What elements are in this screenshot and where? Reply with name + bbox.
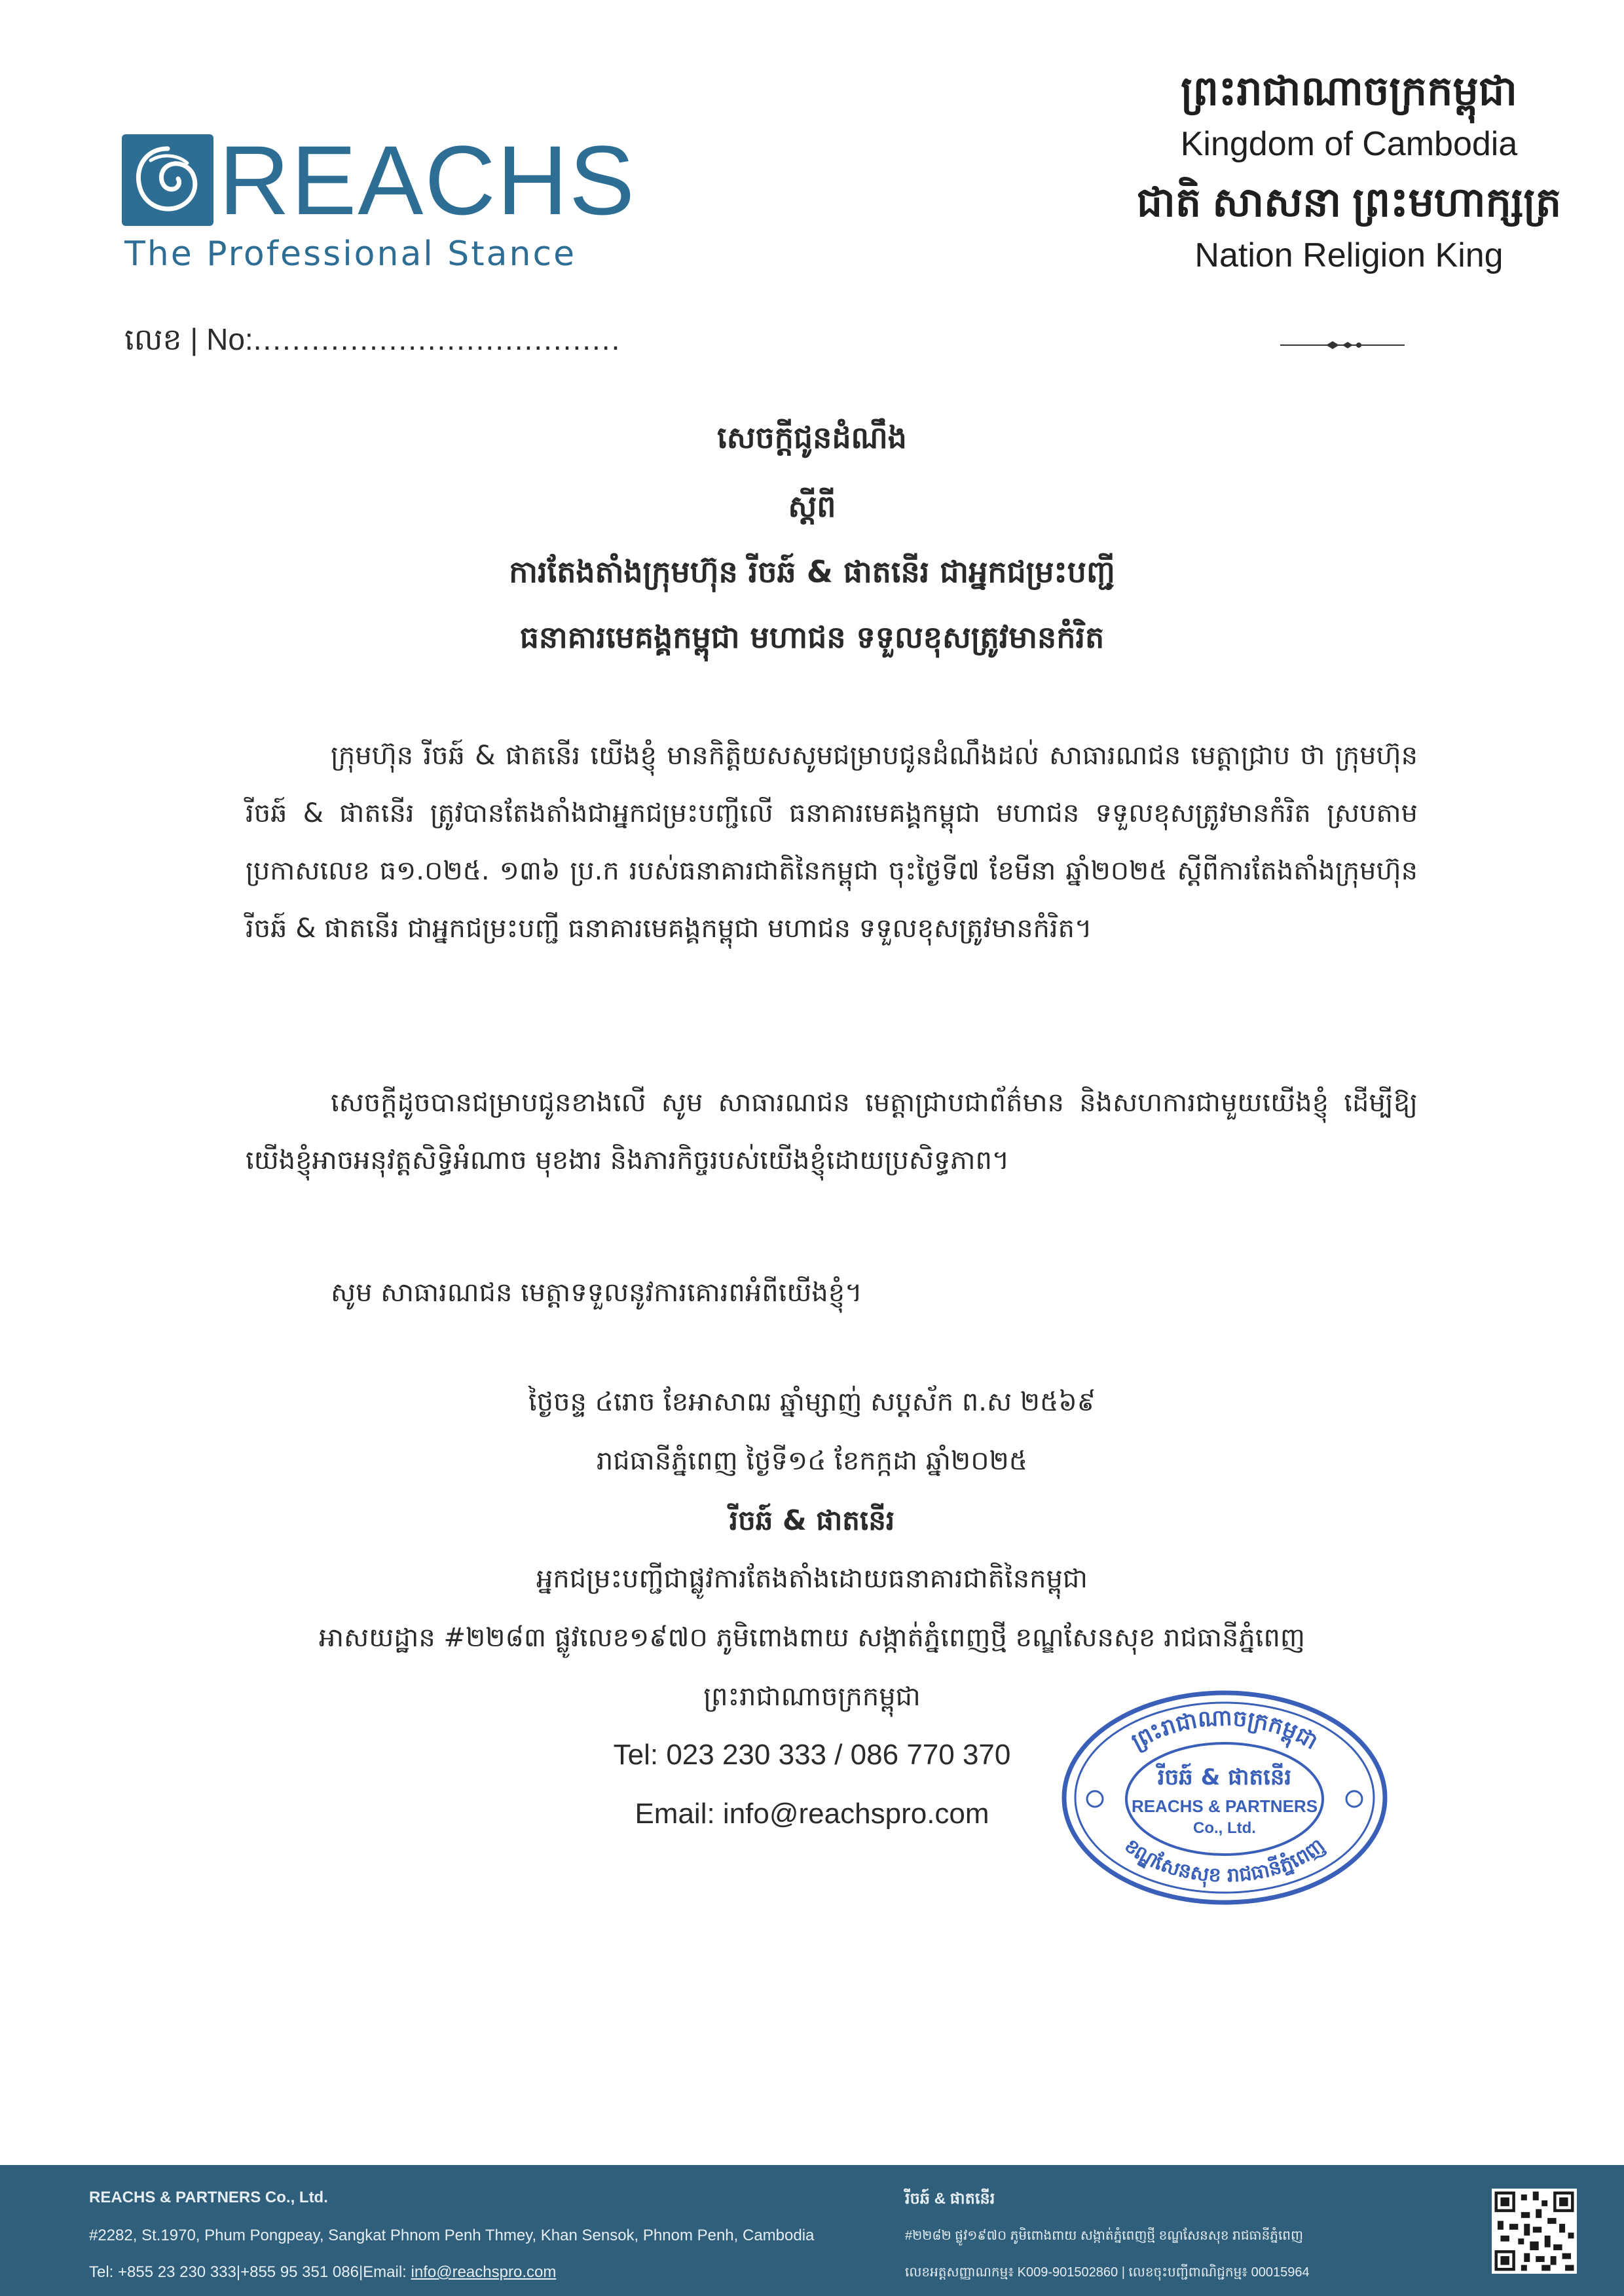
body-paragraph-1 xyxy=(246,727,1418,957)
body-paragraph-3 xyxy=(246,1264,1418,1322)
notice-subject-line1: ការតែងតាំងក្រុមហ៊ុន រីចឆ៍ & ផាតនើរ ជាអ្នកជម្រះបញ្ជី xyxy=(509,554,1115,589)
stamp-center-kh: រីចឆ៍ & ផាតនើរ xyxy=(1157,1764,1292,1790)
logo-tagline: The Professional Stance xyxy=(124,234,577,274)
footer-company-en: REACHS & PARTNERS Co., Ltd. xyxy=(89,2189,328,2206)
lunar-date: ថ្ងៃចន្ទ ៤រោច ខែអាសាឍ ឆ្នាំម្សាញ់ សប្តស័ក ព.ស ២៥៦៩ xyxy=(528,1387,1096,1417)
document-number-label: លេខ | No: xyxy=(124,322,253,356)
paragraph-3-text: សូម សាធារណជន មេត្តាទទួលនូវការគោរពអំពីយើងខ្ញុំ។ xyxy=(331,1278,862,1308)
stamp-ring-top: ព្រះរាជាណាចក្រកម្ពុជា xyxy=(1127,1705,1323,1755)
company-logo xyxy=(122,125,637,282)
shell-swirl-icon xyxy=(122,134,213,226)
body-paragraph-2 xyxy=(246,1074,1418,1189)
stamp-center-en2: Co., Ltd. xyxy=(1193,1819,1256,1837)
footer-email-link[interactable]: info@reachspro.com xyxy=(411,2263,557,2281)
paragraph-2-text: សេចក្តីដូចបានជម្រាបជូនខាងលើ សូម សាធារណជន មេត្តាជ្រាបជាព័ត៌មាន និងសហការជាមួយយើងខ្ញុំ ដើម្បីឱ្យយើងខ្ញុំអាចអនុវត្តសិទ្ធិអំណាច មុខងារ និងភារកិច្ចរបស់យើងខ្ញុំដោយប្រសិទ្ធភាព។ xyxy=(246,1088,1418,1176)
footer-contact-text: Tel: +855 23 230 333|+855 95 351 086|Email: xyxy=(89,2263,411,2281)
footer-address-en: #2282, St.1970, Phum Pongpeay, Sangkat Phnom Penh Thmey, Khan Sensok, Phnom Penh, Cambodia xyxy=(89,2227,815,2244)
notice-title: សេចក្តីជូនដំណឹង xyxy=(717,420,907,455)
signatory-role: អ្នកជម្រះបញ្ជីជាផ្លូវការតែងតាំងដោយធនាគារជាតិនៃកម្ពុជា xyxy=(536,1564,1088,1594)
document-number-blank: ...................................... xyxy=(253,322,621,356)
stamp-ring-bottom: ខណ្ឌសែនសុខ រាជធានីភ្នំពេញ xyxy=(1120,1834,1329,1887)
footer-company-kh: រីចឆ៍ & ផាតនើរ xyxy=(905,2190,995,2208)
notice-subtitle-about: ស្តីពី xyxy=(788,489,836,524)
footer-band xyxy=(0,2165,1624,2296)
qr-code-icon[interactable] xyxy=(1492,2189,1577,2274)
document-number xyxy=(124,321,621,365)
kingdom-title-en: Kingdom of Cambodia xyxy=(1180,125,1518,163)
ornament-divider-icon xyxy=(1280,335,1405,355)
national-motto-kh: ជាតិ សាសនា ព្រះមហាក្សត្រ xyxy=(1136,180,1562,225)
footer-registration-kh: លេខអត្តសញ្ញាណកម្ម៖ K009-901502860 | លេខចុះបញ្ជីពាណិជ្ជកម្ម៖ 00015964 xyxy=(905,2265,1310,2280)
notice-subject-line2: ធនាគារមេគង្គកម្ពុជា មហាជន ទទួលខុសត្រូវមានកំរិត xyxy=(519,620,1105,655)
paragraph-1-text: ក្រុមហ៊ុន រីចឆ៍ & ផាតនើរ យើងខ្ញុំ មានកិត្តិយសសូមជម្រាបជូនដំណឹងដល់ សាធារណជន មេត្តាជ្រាប ថា ក្រុមហ៊ុន រីចឆ៍ & ផាតនើរ ត្រូវបានតែងតាំងជាអ្នកជម្រះបញ្ជីលើ ធនាគារមេគង្គកម្ពុជា មហាជន ទទួលខុសត្រូវមានកំរិត ស្របតាមប្រកាសលេខ ធ១.០២៥. ១៣៦ ប្រ.ក របស់ធនាគារជាតិនៃកម្ពុជា ចុះថ្ងៃទី៧ ខែមីនា ឆ្នាំ២០២៥ ស្តីពីការតែងតាំងក្រុមហ៊ុន រីចឆ៍ & ផាតនើរ ជាអ្នកជម្រះបញ្ជី ធនាគារមេគង្គកម្ពុជា មហាជន ទទួលខុសត្រូវមានកំរិត។ xyxy=(246,741,1418,944)
signatory-tel: Tel: 023 230 333 / 086 770 370 xyxy=(613,1739,1011,1771)
company-seal-stamp xyxy=(1054,1686,1395,1909)
kingdom-title-kh: ព្រះរាជាណាចក្រកម្ពុជា xyxy=(1181,69,1517,114)
footer-address-kh: #២២៨២ ផ្លូវ១៩៧០ ភូមិពោងពាយ សង្កាត់ភ្នំពេញថ្មី ខណ្ឌសែនសុខ រាជធានីភ្នំពេញ xyxy=(905,2229,1304,2243)
stamp-center-en1: REACHS & PARTNERS xyxy=(1131,1796,1318,1816)
signatory-address: អាសយដ្ឋាន #២២៨៣ ផ្លូវលេខ១៩៧០ ភូមិពោងពាយ សង្កាត់ភ្នំពេញថ្មី ខណ្ឌសែនសុខ រាជធានីភ្នំពេញ xyxy=(319,1623,1305,1653)
logo-text: REACHS xyxy=(219,125,637,235)
signatory-company: រីចឆ៍ & ផាតនើរ xyxy=(729,1504,895,1536)
place-date: រាជធានីភ្នំពេញ ថ្ងៃទី១៤ ខែកក្កដា ឆ្នាំ២០២៥ xyxy=(596,1446,1028,1476)
national-motto-en: Nation Religion King xyxy=(1194,236,1504,274)
footer-contact xyxy=(89,2263,556,2282)
logo-wordmark xyxy=(122,125,637,235)
signatory-country: ព្រះរាជាណាចក្រកម្ពុជា xyxy=(703,1682,921,1712)
signatory-email: Email: info@reachspro.com xyxy=(635,1798,989,1830)
